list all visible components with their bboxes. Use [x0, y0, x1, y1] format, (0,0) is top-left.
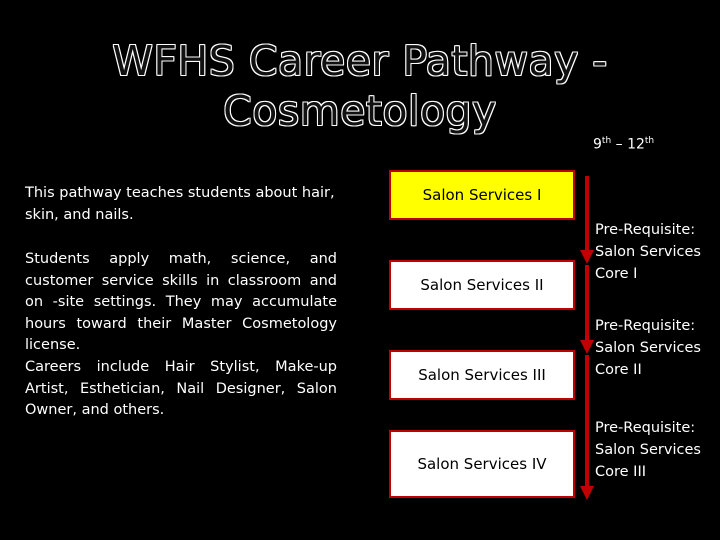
grade-range [593, 136, 654, 153]
grade-separator: – [611, 136, 628, 153]
prerequisite-note-2 [595, 315, 715, 381]
page-title [60, 36, 660, 136]
prerequisite-note-3 [595, 417, 715, 483]
arrow-2-to-3 [580, 265, 594, 354]
grade-start: 9 [593, 136, 602, 153]
course-box-3 [389, 350, 575, 400]
title-line-1: WFHS Career Pathway - [112, 37, 608, 85]
title-line-2: Cosmetology [223, 87, 497, 135]
course-box-1 [389, 170, 575, 220]
prereq-line: Pre-Requisite: [595, 420, 696, 436]
course-box-2 [389, 260, 575, 310]
prereq-line: Pre-Requisite: [595, 318, 696, 334]
description-skills: Students apply math, science, and customer service skills in classroom and on -site settings. They may accumulate hours toward their Master Cosmetology license. [25, 251, 337, 353]
prereq-line: Salon Services [595, 442, 701, 458]
grade-end: 12 [627, 136, 645, 153]
prerequisite-note-1 [595, 219, 715, 285]
prereq-line: Salon Services [595, 244, 701, 260]
description-intro: This pathway teaches students about hair, skin, and nails. [25, 185, 335, 223]
arrow-1-to-2 [580, 176, 594, 264]
course-label: Salon Services I [422, 186, 542, 204]
prereq-line: Core I [595, 266, 638, 282]
prereq-line: Core III [595, 464, 646, 480]
prereq-line: Salon Services [595, 340, 701, 356]
arrow-3-to-4 [580, 355, 594, 500]
prereq-line: Pre-Requisite: [595, 222, 696, 238]
grade-start-suffix: th [601, 136, 612, 146]
course-label: Salon Services II [420, 276, 544, 294]
description-careers: Careers include Hair Stylist, Make-up Artist, Esthetician, Nail Designer, Salon Owner, and others. [25, 359, 337, 418]
course-label: Salon Services IV [417, 455, 547, 473]
course-label: Salon Services III [418, 366, 546, 384]
course-box-4 [389, 430, 575, 498]
grade-end-suffix: th [644, 136, 655, 146]
prereq-line: Core II [595, 362, 642, 378]
